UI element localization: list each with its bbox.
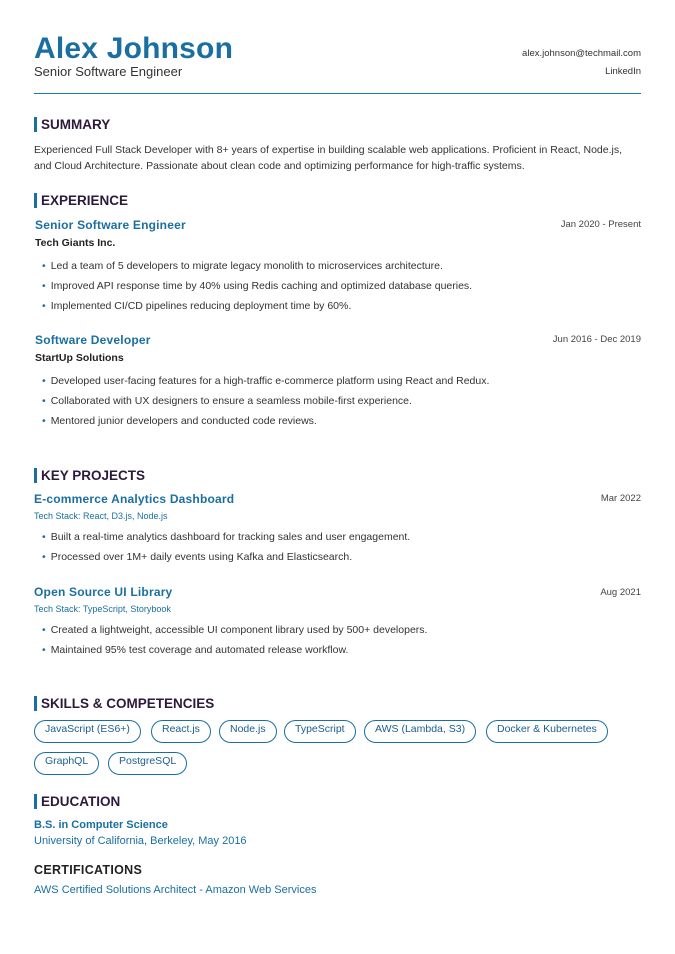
- project-title: Open Source UI Library: [34, 585, 173, 599]
- candidate-name: Alex Johnson: [34, 32, 234, 65]
- skill-tag: JavaScript (ES6+): [34, 720, 141, 743]
- job-bullet: • Led a team of 5 developers to migrate legacy monolith to microservices architecture.: [42, 260, 443, 272]
- job-title: Software Developer: [35, 333, 151, 347]
- certification-item: AWS Certified Solutions Architect - Amazon Web Services: [34, 884, 317, 896]
- certifications-heading: CERTIFICATIONS: [34, 863, 143, 877]
- project-bullet: • Created a lightweight, accessible UI component library used by 500+ developers.: [42, 624, 427, 636]
- email-link[interactable]: alex.johnson@techmail.com: [522, 48, 641, 59]
- job-date: Jan 2020 - Present: [560, 219, 641, 230]
- project-bullet: • Processed over 1M+ daily events using Kafka and Elasticsearch.: [42, 551, 352, 563]
- job-date: Jun 2016 - Dec 2019: [552, 334, 641, 345]
- job-bullet: • Implemented CI/CD pipelines reducing deployment time by 60%.: [42, 300, 351, 312]
- project-date: Aug 2021: [600, 587, 641, 598]
- linkedin-link[interactable]: LinkedIn: [605, 66, 641, 77]
- job-bullet: • Developed user-facing features for a high-traffic e-commerce platform using React and Redux.: [42, 375, 489, 387]
- school: University of California, Berkeley, May 2016: [34, 835, 247, 847]
- project-bullet: • Built a real-time analytics dashboard for tracking sales and user engagement.: [42, 531, 410, 543]
- job-company: Tech Giants Inc.: [35, 237, 116, 249]
- experience-heading: EXPERIENCE: [34, 193, 128, 208]
- job-company: StartUp Solutions: [35, 352, 124, 364]
- candidate-title: Senior Software Engineer: [34, 64, 183, 79]
- skill-tag: PostgreSQL: [108, 752, 187, 775]
- job-bullet: • Collaborated with UX designers to ensure a seamless mobile-first experience.: [42, 395, 412, 407]
- header-divider: [34, 93, 641, 94]
- skill-tag: Node.js: [219, 720, 277, 743]
- job-bullet: • Mentored junior developers and conducted code reviews.: [42, 415, 317, 427]
- skills-heading: SKILLS & COMPETENCIES: [34, 696, 214, 711]
- project-title: E-commerce Analytics Dashboard: [34, 492, 235, 506]
- education-heading: EDUCATION: [34, 794, 120, 809]
- job-title: Senior Software Engineer: [35, 218, 186, 232]
- projects-heading: KEY PROJECTS: [34, 468, 145, 483]
- skill-tag: AWS (Lambda, S3): [364, 720, 476, 743]
- job-bullet: • Improved API response time by 40% using Redis caching and optimized database queries.: [42, 280, 472, 292]
- summary-heading: SUMMARY: [34, 117, 110, 132]
- skill-tag: React.js: [151, 720, 211, 743]
- project-tech: Tech Stack: React, D3.js, Node.js: [34, 511, 168, 521]
- project-bullet: • Maintained 95% test coverage and automated release workflow.: [42, 644, 348, 656]
- skill-tag: TypeScript: [284, 720, 356, 743]
- skill-tag: GraphQL: [34, 752, 99, 775]
- skill-tag: Docker & Kubernetes: [486, 720, 608, 743]
- summary-text: Experienced Full Stack Developer with 8+ years of expertise in building scalable web applications. Proficient in React, Node.js, and Cloud Architecture. Passionate about clean code and optimizing performance for high-traffic systems.: [34, 144, 623, 172]
- project-date: Mar 2022: [600, 493, 641, 504]
- degree: B.S. in Computer Science: [34, 819, 168, 831]
- project-tech: Tech Stack: TypeScript, Storybook: [34, 604, 171, 614]
